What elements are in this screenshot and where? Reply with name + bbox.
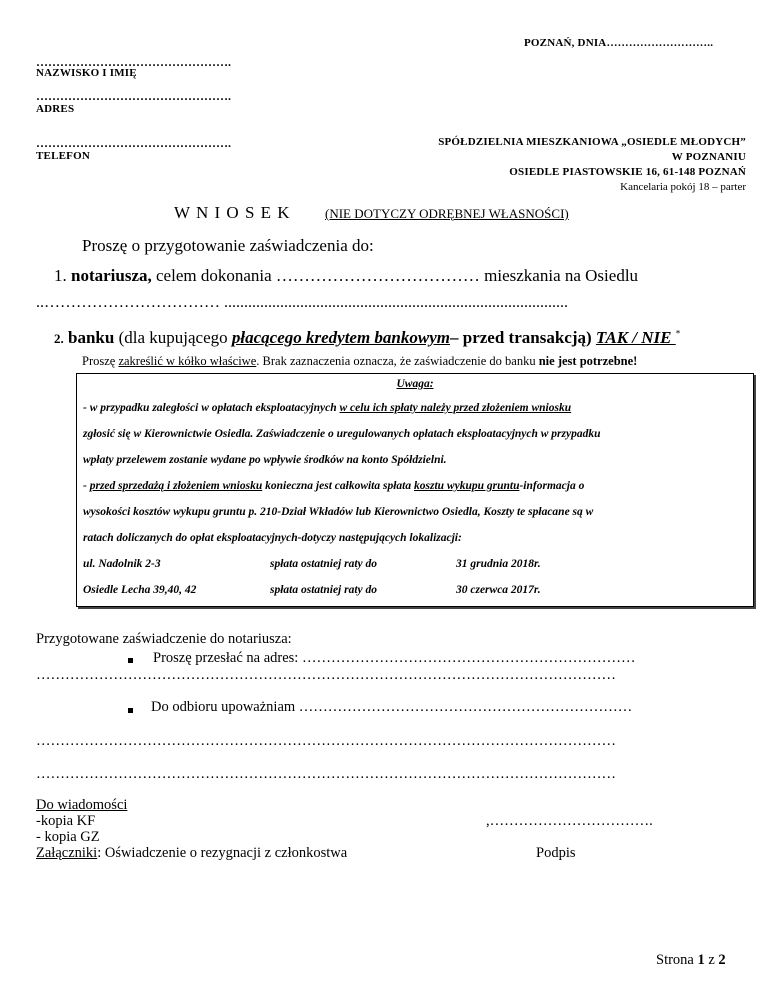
document-title: W N I O S E K xyxy=(174,203,291,222)
attachments-text: : Oświadczenie o rezygnacji z członkostwa xyxy=(97,845,348,861)
item2-line xyxy=(54,328,680,348)
item2-bank: banku xyxy=(68,328,115,347)
send-address-option[interactable]: Proszę przesłać na adres: …………………………………………………………… xyxy=(153,650,636,666)
notice-l4-u1: przed sprzedażą i złożeniem wniosku xyxy=(89,480,263,492)
notice-l4-post: -informacja o xyxy=(519,480,585,492)
recipient-line1: SPÓŁDZIELNIA MIESZKANIOWA „OSIEDLE MŁODYCH” xyxy=(438,136,746,148)
pickup-dots-line2[interactable]: ………………………………………………………………………………………………………… xyxy=(36,766,616,782)
note-bold: nie jest potrzebne! xyxy=(538,354,638,368)
attachments xyxy=(36,845,347,862)
asterisk: * xyxy=(675,328,681,339)
attachments-label: Załączniki xyxy=(36,845,98,861)
item1-text[interactable]: celem dokonania ……………………………… mieszkania na Osiedlu xyxy=(151,266,639,285)
address-dots[interactable]: …………………………………………. xyxy=(36,89,231,103)
copy-kf: -kopia KF xyxy=(36,813,96,829)
pickup-dots-line1[interactable]: ………………………………………………………………………………………………………… xyxy=(36,733,616,749)
notice-line4 xyxy=(83,480,584,492)
recipient-line4: Kancelaria pokój 18 – parter xyxy=(620,181,746,193)
signature-label: Podpis xyxy=(536,845,576,861)
city-date: POZNAŃ, DNIA……………………….. xyxy=(524,37,714,49)
item2-text2: – przed transakcją) xyxy=(450,328,596,347)
page-current: 1 xyxy=(697,952,705,968)
name-label: NAZWISKO I IMIĘ xyxy=(36,67,137,79)
address-dots-line[interactable]: ………………………………………………………………………………………………………… xyxy=(36,667,616,683)
notice-title: Uwaga: xyxy=(396,378,434,390)
bullet-icon xyxy=(128,658,133,663)
copy-gz: - kopia GZ xyxy=(36,829,100,845)
prepared-label: Przygotowane zaświadczenie do notariusza: xyxy=(36,631,292,647)
recipient-line3: OSIEDLE PIASTOWSKIE 16, 61-148 POZNAŃ xyxy=(509,166,746,178)
item1-dots[interactable]: ..…………………………… ...................................................................................... xyxy=(36,294,568,311)
pickup-option[interactable]: Do odbioru upoważniam …………………………………………………………… xyxy=(151,699,633,715)
notice-l4-u2: kosztu wykupu gruntu xyxy=(414,480,520,492)
notice-row1-date: 31 grudnia 2018r. xyxy=(456,558,541,570)
item2-credit: płacącego kredytem bankowym xyxy=(231,328,450,347)
page-total: 2 xyxy=(718,952,726,968)
item1-number: 1. xyxy=(54,266,67,285)
notice-l4-pre: - xyxy=(83,480,90,492)
notice-row2-desc: spłata ostatniej raty do xyxy=(270,584,378,596)
notice-line3: wpłaty przelewem zostanie wydane po wpływie środków na konto Spółdzielni. xyxy=(83,454,447,466)
note-pre: Proszę xyxy=(82,354,119,368)
note-underlined: zakreślić w kółko właściwe xyxy=(118,354,257,368)
notice-row1-desc: spłata ostatniej raty do xyxy=(270,558,378,570)
address-label: ADRES xyxy=(36,103,75,115)
notice-row2-loc: Osiedle Lecha 39,40, 42 xyxy=(83,584,197,596)
phone-dots[interactable]: …………………………………………. xyxy=(36,136,231,150)
phone-label: TELEFON xyxy=(36,150,90,162)
page-pre: Strona xyxy=(656,952,698,968)
page-number xyxy=(656,952,726,969)
notice-box xyxy=(76,373,754,607)
notice-line2: zgłosić się w Kierownictwie Osiedla. Zaświadczenie o uregulowanych opłatach eksploatacyjnych w przypadku xyxy=(83,428,601,440)
notice-l1-u: w celu ich spłaty należy przed złożeniem wniosku xyxy=(339,402,572,414)
name-dots[interactable]: …………………………………………. xyxy=(36,55,231,69)
signature-dots[interactable]: ,……………………………. xyxy=(486,813,653,829)
info-heading: Do wiadomości xyxy=(36,797,128,813)
notice-l1-pre: - w przypadku zaległości w opłatach eksploatacyjnych xyxy=(83,402,340,414)
notice-line6: ratach doliczanych do opłat eksploatacyjnych-dotyczy następujących lokalizacji: xyxy=(83,532,462,544)
note-mid: . Brak zaznaczenia oznacza, że zaświadczenie do banku xyxy=(256,354,539,368)
notice-l4-mid: konieczna jest całkowita spłata xyxy=(262,480,414,492)
notice-line5: wysokości kosztów wykupu gruntu p. 210-Dział Wkładów lub Kierownictwo Osiedla, Koszty te spłacane są w xyxy=(83,506,594,518)
title-note: (NIE DOTYCZY ODRĘBNEJ WŁASNOŚCI) xyxy=(325,206,569,221)
intro-text: Proszę o przygotowanie zaświadczenia do: xyxy=(82,236,374,255)
notice-row1-loc: ul. Nadolnik 2-3 xyxy=(83,558,161,570)
yes-no-choice[interactable]: TAK / NIE xyxy=(595,328,676,347)
notice-row2-date: 30 czerwca 2017r. xyxy=(456,584,541,596)
item1-line xyxy=(54,266,638,286)
page-mid: z xyxy=(704,952,719,968)
notice-line1 xyxy=(83,402,571,414)
item2-text1: (dla kupującego xyxy=(114,328,232,347)
recipient-line2: W POZNANIU xyxy=(671,151,746,163)
bullet-icon xyxy=(128,708,133,713)
item2-note xyxy=(82,354,637,369)
item2-number: 2. xyxy=(54,331,64,346)
item1-notary: notariusza, xyxy=(71,266,152,285)
